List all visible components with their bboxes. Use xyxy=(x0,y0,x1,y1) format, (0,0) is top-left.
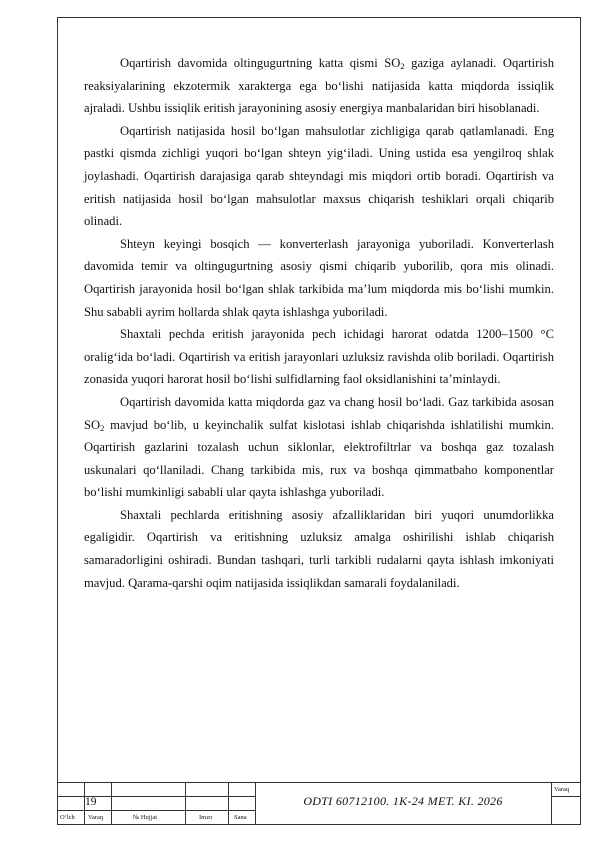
paragraph-5: Oqartirish davomida katta miqdorda gaz va chang hosil bo‘ladi. Gaz tarkibida asosan $SO_2$ mavjud bo‘lib, u keyinchalik sulfat kislotasi ishlab chiqarishda ishlatilishi mumkin. Oqartirish gazlarini tozalash uchun siklonlar, elektrofiltrlar va boshqa gaz tozalash uskunalari qo‘llaniladi. Chang tarkibida mis, rux va boshqa qimmatbaho komponentlar bo‘lishi mumkinligi sababli ular qayta ishlashga yuboriladi. xyxy=(84,394,554,500)
col-sheet-label: Varaq xyxy=(88,814,104,821)
col-date-label: Sana xyxy=(234,814,247,821)
paragraph-4: Shaxtali pechda eritish jarayonida pech ichidagi harorat odatda 1200–1500 °C oralig‘ida bo‘ladi. Oqartirish va eritish jarayonlari uzluksiz ravishda olib boriladi. Oqartirish zonasida yuqori harorat hosil bo‘lishi sulfidlarning faol oksidlanishini ta’minlaydi. xyxy=(84,327,554,387)
paragraph-6: Shaxtali pechlarda eritishning asosiy afzalliklaridan biri yuqori unumdorlikka egaligidir. Oqartirish va eritishning uzluksiz amalga oshirilishi ishlab chiqarish samaradorligini oshiradi. Bundan tashqari, turli tarkibli rudalarni qayta ishlash imkoniyati mavjud. Qarama-qarshi oqim natijasida issiqlikdan samarali foydalaniladi. xyxy=(84,507,554,590)
document-code: ODTI 60712100. 1K-24 MET. KI. 2026 xyxy=(303,794,503,808)
paragraph-1: Oqartirish davomida oltingugurtning katta qismi $SO_2$ gaziga aylanadi. Oqartirish reaksiyalarining ekzotermik xarakterga ega bo‘lishi natijasida katta miqdorda issiqlik ajraladi. Ushbu issiqlik eritish jarayonining asosiy energiya manbalaridan biri hisoblanadi. xyxy=(84,56,554,116)
document-body xyxy=(84,52,554,594)
col-change-label: O‘lch xyxy=(60,814,75,821)
col-doc-no-label: № Hujjat xyxy=(133,814,158,821)
paragraph-2: Oqartirish natijasida hosil bo‘lgan mahsulotlar zichligiga qarab qatlamlanadi. Eng pastki qismda zichligi yuqori bo‘lgan shteyn yig‘iladi. Uning ustida esa yengilroq shlak joylashadi. Oqartirish darajasiga qarab shteyndagi mis miqdori ortib boradi. Oqartirish va eritish natijasida hosil bo‘lgan mahsulotlar maxsus chiqarish teshiklari orqali chiqarib olinadi. xyxy=(84,123,554,229)
sheet-label: Varaq xyxy=(554,786,570,793)
page-number: 19 xyxy=(85,796,97,808)
paragraph-3: Shteyn keyingi bosqich — konverterlash jarayoniga yuboriladi. Konverterlash davomida temir va oltingugurtning asosiy qismi chiqarib yuborilib, qora mis olinadi. Oqartirish jarayonida hosil bo‘lgan shlak tarkibida ma’lum miqdorda mis bo‘lishi mumkin. Shu sababli ayrim hollarda shlak qayta ishlashga yuboriladi. xyxy=(84,236,554,319)
col-signature-label: Imzo xyxy=(199,814,213,821)
